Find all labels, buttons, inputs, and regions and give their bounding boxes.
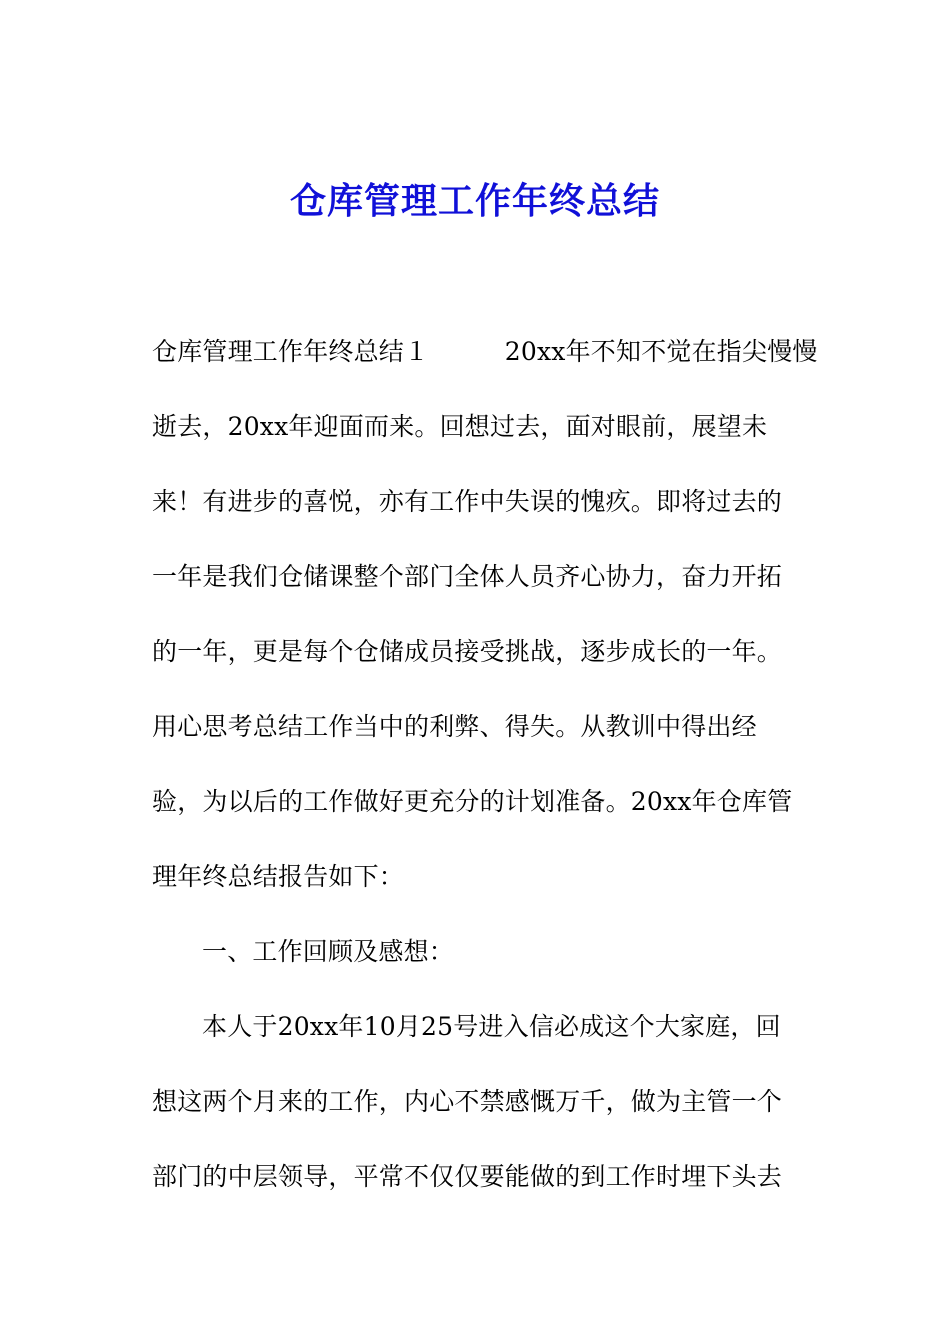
document-title: 仓库管理工作年终总结 bbox=[289, 181, 660, 222]
paragraph-line: 用心思考总结工作当中的利弊、得失。从教训中得出经 bbox=[152, 712, 757, 741]
paragraph-line: 逝去，20xx年迎面而来。回想过去，面对眼前，展望未 bbox=[152, 412, 768, 441]
section-heading: 一、工作回顾及感想： bbox=[202, 937, 455, 966]
paragraph-line: 理年终总结报告如下： bbox=[152, 862, 405, 891]
paragraph-line: 验，为以后的工作做好更充分的计划准备。20xx年仓库管 bbox=[152, 787, 793, 816]
paragraph-line: 来！有进步的喜悦，亦有工作中失误的愧疚。即将过去的 bbox=[152, 487, 783, 516]
paragraph-line: 一年是我们仓储课整个部门全体人员齐心协力，奋力开拓 bbox=[152, 562, 783, 591]
paragraph-line: 想这两个月来的工作，内心不禁感慨万千，做为主管一个 bbox=[152, 1087, 783, 1116]
paragraph-line: 的一年，更是每个仓储成员接受挑战，逐步成长的一年。 bbox=[152, 637, 783, 666]
paragraph-line: 仓库管理工作年终总结１ 20xx年不知不觉在指尖慢慢 bbox=[152, 337, 818, 366]
paragraph-line: 部门的中层领导，平常不仅仅要能做的到工作时埋下头去 bbox=[152, 1162, 783, 1191]
paragraph-line: 本人于20xx年10月25号进入信必成这个大家庭，回 bbox=[202, 1012, 781, 1041]
